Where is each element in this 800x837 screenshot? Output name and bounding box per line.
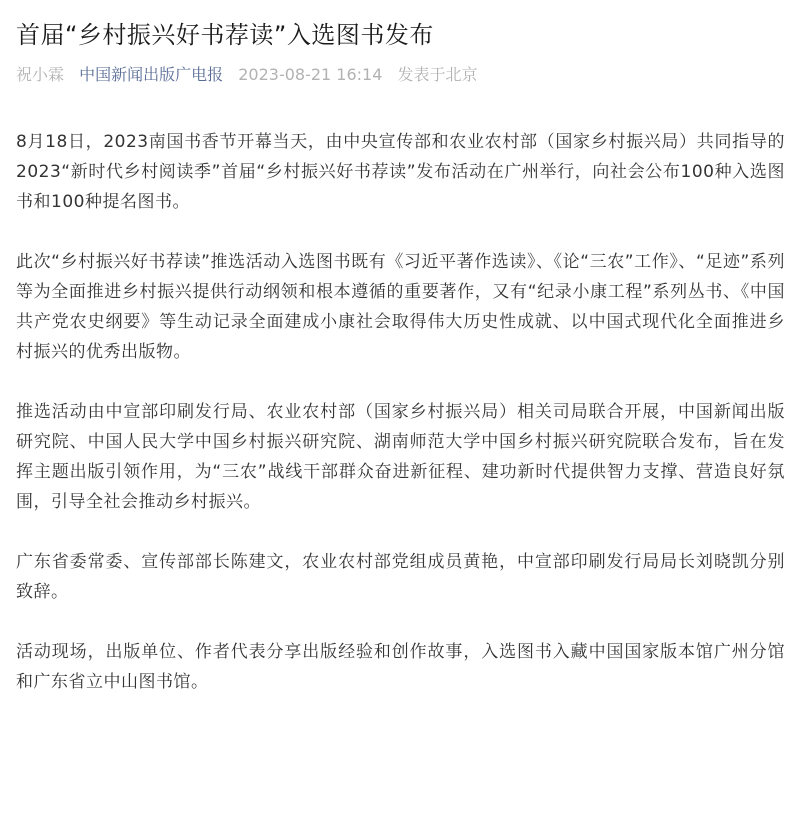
author-name: 祝小霖 bbox=[16, 65, 65, 85]
paragraph: 推选活动由中宣部印刷发行局、农业农村部（国家乡村振兴局）相关司局联合开展，中国新闻出版研究院、中国人民大学中国乡村振兴研究院、湖南师范大学中国乡村振兴研究院联合发布，旨在发挥主题出版引领作用，为“三农”战线干部群众奋进新征程、建功新时代提供智力支撑、营造良好氛围，引导全社会推动乡村振兴。 bbox=[16, 401, 785, 512]
paragraph: 活动现场，出版单位、作者代表分享出版经验和创作故事，入选图书入藏中国国家版本馆广州分馆和广东省立中山图书馆。 bbox=[16, 641, 785, 692]
article-title: 首届“乡村振兴好书荐读”入选图书发布 bbox=[16, 21, 434, 49]
paragraph: 广东省委常委、宣传部部长陈建文，农业农村部党组成员黄艳，中宣部印刷发行局局长刘晓凯分别致辞。 bbox=[16, 551, 785, 602]
article-content bbox=[16, 127, 785, 697]
paragraph: 此次“乡村振兴好书荐读”推选活动入选图书既有《习近平著作选读》、《论“三农”工作》、“足迹”系列等为全面推进乡村振兴提供行动纲领和根本遵循的重要著作，又有“纪录小康工程”系列丛书、《中国共产党农史纲要》等生动记录全面建成小康社会取得伟大历史性成就、以中国式现代化全面推进乡村振兴的优秀出版物。 bbox=[16, 251, 785, 362]
article-meta bbox=[16, 64, 785, 86]
publish-location: 发表于北京 bbox=[397, 65, 478, 85]
paragraph: 8月18日，2023南国书香节开幕当天，由中央宣传部和农业农村部（国家乡村振兴局）共同指导的2023“新时代乡村阅读季”首届“乡村振兴好书荐读”发布活动在广州举行，向社会公布100种入选图书和100种提名图书。 bbox=[16, 131, 785, 212]
publish-datetime: 2023-08-21 16:14 bbox=[238, 65, 383, 85]
account-link[interactable]: 中国新闻出版广电报 bbox=[79, 65, 224, 85]
